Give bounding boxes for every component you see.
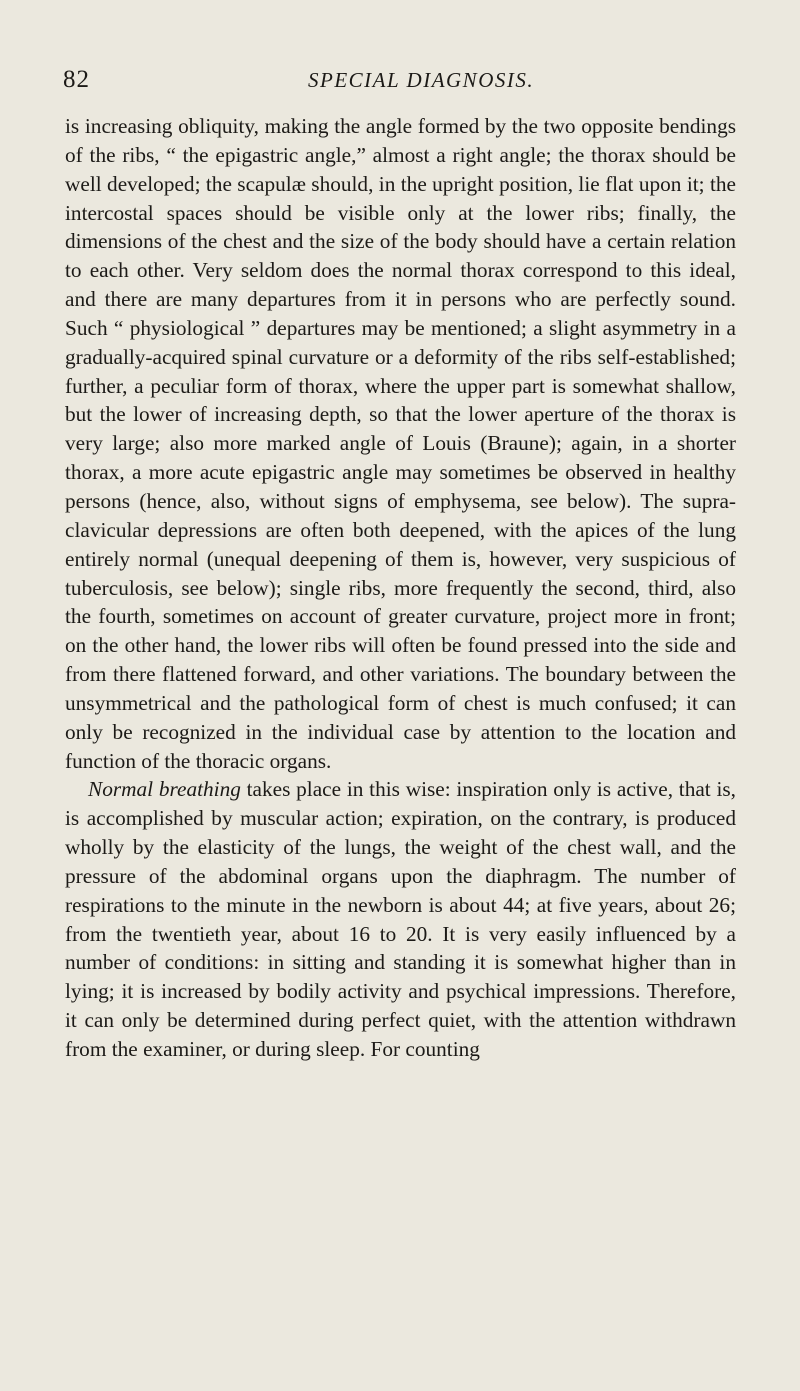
paragraph-normal-breathing [65,775,736,1063]
paragraph-thorax-form: is increasing obliquity, making the angle formed by the two opposite bendings of the ribs, “ the epigastric angle,” almost a right angle; the thorax should be well developed; the scapulæ should, in the upright position, lie flat upon it; the intercostal spaces should be visible only at the lower ribs; finally, the dimensions of the chest and the size of the body should have a certain relation to each other. Very seldom does the normal thorax correspond to this ideal, and there are many departures from it in persons who are perfectly sound. Such “ physiological ” departures may be mentioned; a slight asymmetry in a gradually-acquired spinal curvature or a deformity of the ribs self-established; further, a peculiar form of thorax, where the upper part is somewhat shallow, but the lower of increasing depth, so that the lower aperture of the thorax is very large; also more marked angle of Louis (Braune); again, in a shorter thorax, a more acute epigastric angle may sometimes be observed in healthy persons (hence, also, without signs of emphysema, see below). The supra-clavicular depressions are often both deepened, with the apices of the lung entirely normal (unequal deepening of them is, however, very suspicious of tuberculosis, see below); single ribs, more frequently the second, third, also the fourth, sometimes on account of greater curvature, project more in front; on the other hand, the lower ribs will often be found pressed into the side and from there flattened forward, and other variations. The boundary between the unsymmetrical and the pathological form of chest is much confused; it can only be recognized in the individual case by attention to the location and function of the thoracic organs. [65,114,736,773]
page-number: 82 [63,66,90,93]
body-text [65,112,736,1064]
running-title: SPECIAL DIAGNOSIS. [308,68,535,92]
normal-breathing-heading: Normal breathing [88,777,241,802]
page-header [0,66,800,98]
normal-breathing-text: takes place in this wise: inspiration only is active, that is, is accomplished by muscular action; expiration, on the contrary, is produced wholly by the elasticity of the lungs, the weight of the chest wall, and the pressure of the abdominal organs upon the diaphragm. The number of respirations to the minute in the newborn is about 44; at five years, about 26; from the twentieth year, about 16 to 20. It is very easily influenced by a number of conditions: in sitting and standing it is somewhat higher than in lying; it is increased by bodily activity and psychical impressions. Therefore, it can only be determined during perfect quiet, with the attention withdrawn from the examiner, or during sleep. For counting [65,777,737,1061]
